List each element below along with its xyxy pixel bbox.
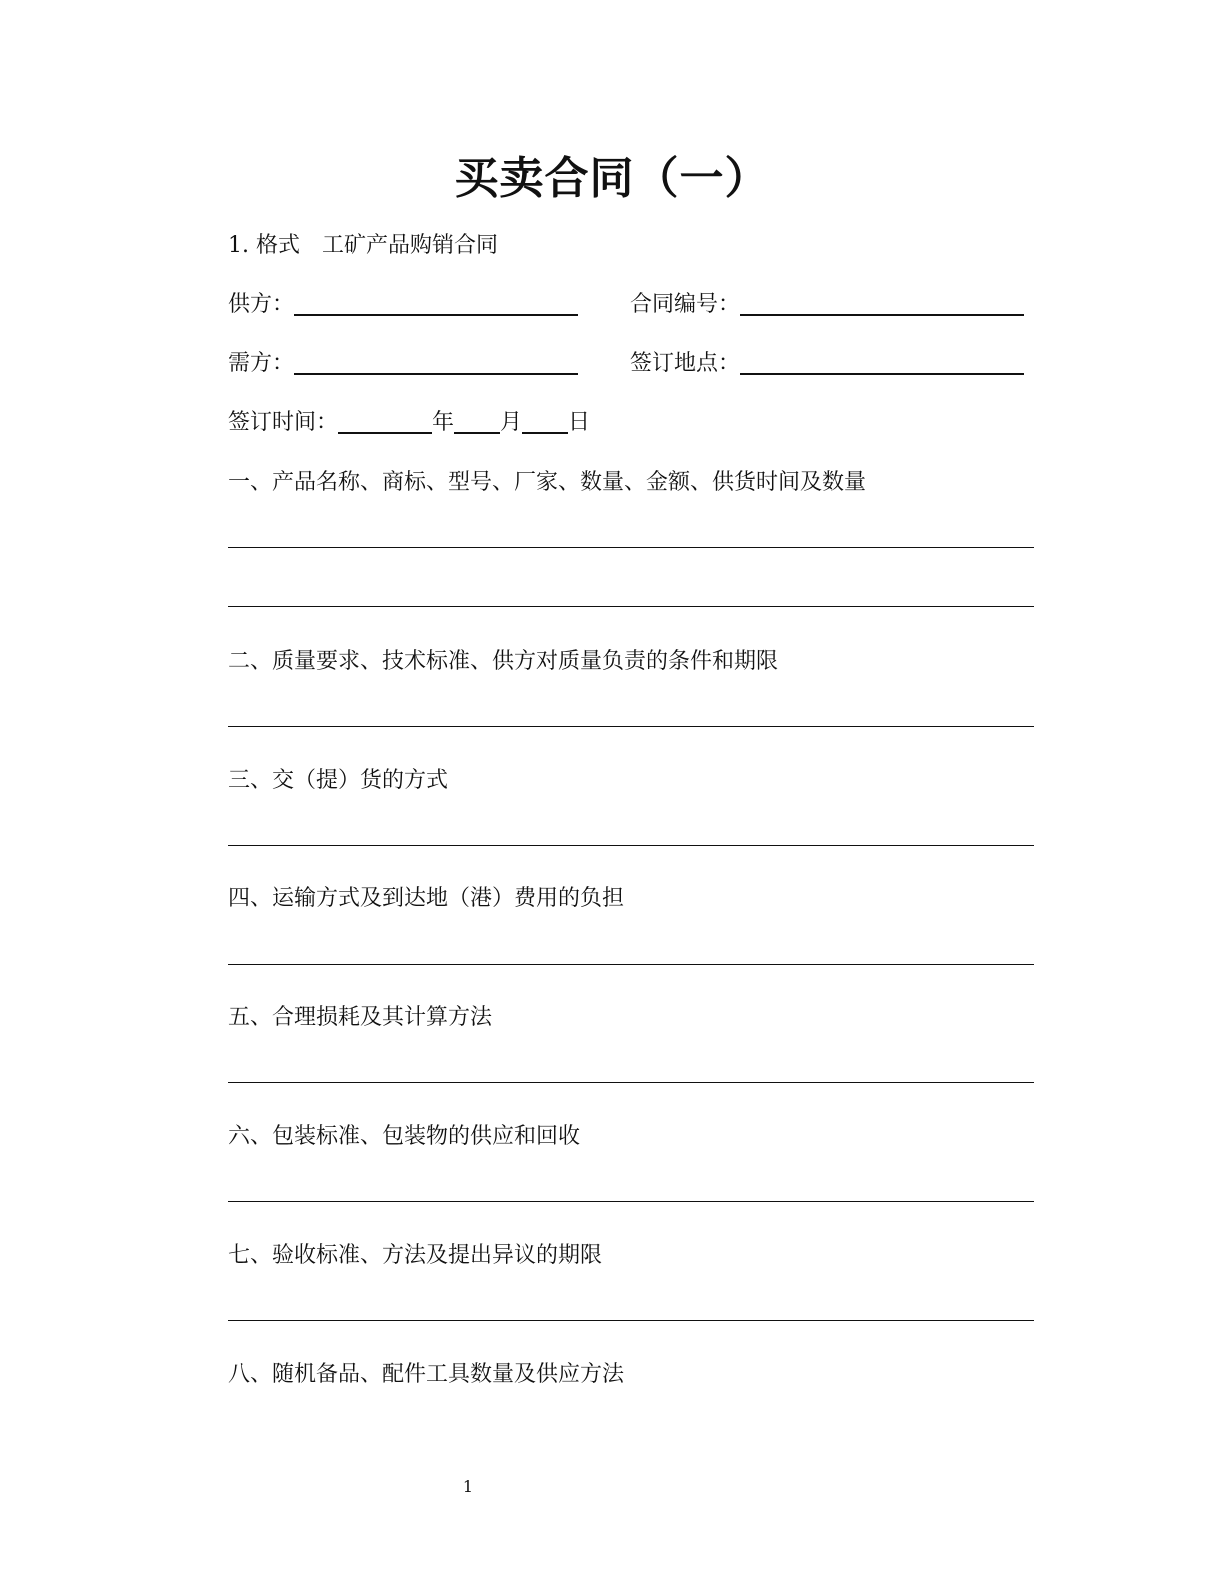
supplier-blank[interactable] xyxy=(294,292,578,316)
answer-line[interactable] xyxy=(228,964,1034,965)
answer-line[interactable] xyxy=(228,1320,1034,1321)
section-heading: 三、交（提）货的方式 xyxy=(228,768,449,793)
buyer-label: 需方： xyxy=(228,351,295,376)
answer-line[interactable] xyxy=(228,726,1034,727)
sign-place-field xyxy=(630,346,1024,377)
section-heading: 五、合理损耗及其计算方法 xyxy=(228,1005,493,1030)
day-blank[interactable] xyxy=(522,410,568,434)
supplier-label: 供方： xyxy=(228,292,295,317)
section-heading: 一、产品名称、商标、型号、厂家、数量、金额、供货时间及数量 xyxy=(228,470,867,495)
section-heading: 七、验收标准、方法及提出异议的期限 xyxy=(228,1243,603,1268)
contract-no-label: 合同编号： xyxy=(630,292,741,317)
document-title: 买卖合同（一） xyxy=(454,153,770,204)
year-blank[interactable] xyxy=(338,410,432,434)
section-heading: 四、运输方式及到达地（港）费用的负担 xyxy=(228,886,625,911)
sign-place-blank[interactable] xyxy=(740,351,1024,375)
month-label: 月 xyxy=(500,410,523,435)
sign-time-label: 签订时间： xyxy=(228,410,339,435)
contract-no-field xyxy=(630,287,1024,318)
page-number: 1 xyxy=(462,1477,474,1496)
answer-line[interactable] xyxy=(228,547,1034,548)
buyer-blank[interactable] xyxy=(294,351,578,375)
contract-no-blank[interactable] xyxy=(740,292,1024,316)
answer-line[interactable] xyxy=(228,845,1034,846)
buyer-field xyxy=(228,346,578,377)
format-line: 1. 格式 工矿产品购销合同 xyxy=(228,233,498,258)
year-label: 年 xyxy=(432,410,455,435)
day-label: 日 xyxy=(568,410,591,435)
section-heading: 六、包装标准、包装物的供应和回收 xyxy=(228,1124,581,1149)
answer-line[interactable] xyxy=(228,606,1034,607)
sign-time-field xyxy=(228,405,590,436)
sign-place-label: 签订地点： xyxy=(630,351,741,376)
answer-line[interactable] xyxy=(228,1082,1034,1083)
section-heading: 八、随机备品、配件工具数量及供应方法 xyxy=(228,1362,625,1387)
supplier-field xyxy=(228,287,578,318)
month-blank[interactable] xyxy=(454,410,500,434)
section-heading: 二、质量要求、技术标准、供方对质量负责的条件和期限 xyxy=(228,649,779,674)
answer-line[interactable] xyxy=(228,1201,1034,1202)
